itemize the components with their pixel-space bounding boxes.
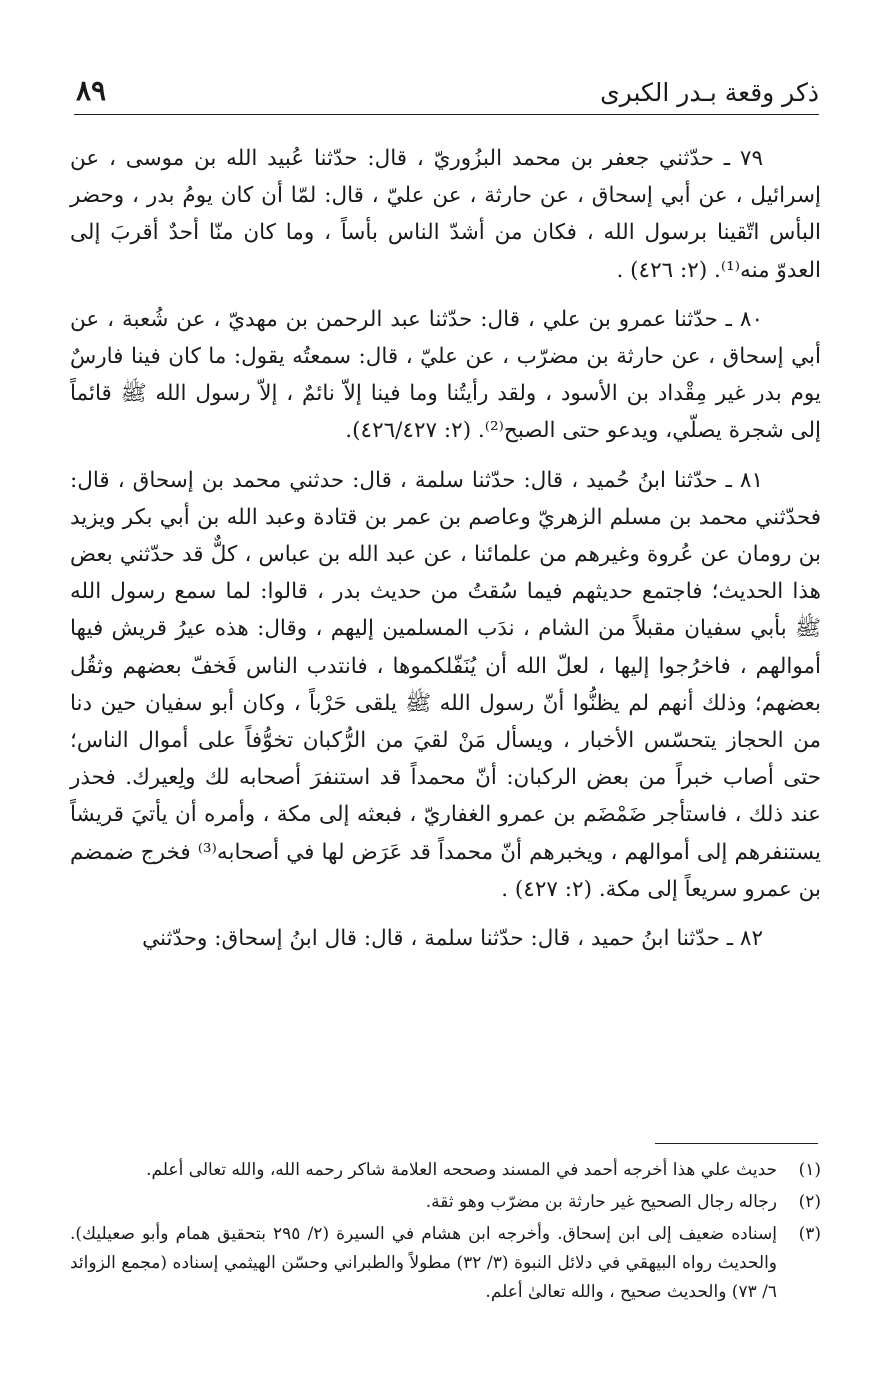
footnote-number: (١) — [798, 1160, 821, 1180]
footnote-separator — [655, 1143, 818, 1144]
footnote — [70, 1188, 821, 1217]
page-number: ٨٩ — [76, 74, 107, 107]
footnotes — [70, 1156, 821, 1310]
running-title: ذكر وقعة بـدر الكبرى — [600, 78, 819, 107]
footnote-text: رجاله رجال الصحيح غير حارثة بن مضرّب وهو ثقة. — [425, 1192, 777, 1212]
footnote-text: حديث علي هذا أخرجه أحمد في المسند وصححه العلامة شاكر رحمه الله، والله تعالى أعلم. — [146, 1160, 777, 1180]
footnote-number: (٣) — [798, 1224, 821, 1244]
page-header — [74, 70, 819, 115]
hadith-81: ٨١ ـ حدّثنا ابنُ حُميد ، قال: حدّثنا سلمة ، قال: حدثني محمد بن إسحاق ، قال: فحدّثني محمد بن مسلم الزهريّ وعاصم بن عمر بن قتادة وعبد الله بن أبي بكر ويزيد بن رومان عن عُروة وغيرهم من علمائنا ، عن عبد الله بن عباس ، كلٌّ قد حدّثني بعض هذا الحديث؛ فاجتمع حديثهم فيما سُقتُ من حديث بدر ، قالوا: لما سمع رسول الله ﷺ بأبي سفيان مقبلاً من الشام ، ندَب المسلمين إليهم ، وقال: هذه عيرُ قريش فيها أموالهم ، فاخرُجوا إليها ، لعلّ الله أن يُنَفّلكموها ، فانتدب الناس فَخفّ بعضهم وثقُل بعضهم؛ وذلك أنهم لم يظنُّوا أنّ رسول الله ﷺ يلقى حَرْباً ، وكان أبو سفيان حين دنا من الحجاز يتحسّس الأخبار ، ويسأل مَنْ لقيَ من الرُّكبان تخوُّفاً على أموال الناس؛ حتى أصاب خبراً من بعض الركبان: أنّ محمداً قد استنفرَ أصحابه لك ولِعيرك. فحذر عند ذلك ، فاستأجر ضَمْضَم بن عمرو الغفاريّ ، فبعثه إلى مكة ، وأمره أن يأتيَ قريشاً يستنفرهم إلى أموالهم ، ويخبرهم أنّ محمداً قد عَرَض لها في أصحابه⁽³⁾ فخرج ضمضم بن عمرو سريعاً إلى مكة. (٢: ٤٢٧) . — [70, 467, 822, 902]
footnote — [70, 1156, 821, 1185]
footnote-text: إسناده ضعيف إلى ابن إسحاق. وأخرجه ابن هشام في السيرة (٢/ ٢٩٥ بتحقيق همام وأبو صعيليك). والحديث رواه البيهقي في دلائل النبوة (٣/ ٣٢) مطولاً والطبراني وحسّن الهيثمي إسناده (مجمع الزوائد ٦/ ٧٣) والحديث صحيح ، والله تعالىٰ أعلم. — [70, 1224, 778, 1302]
footnote — [70, 1220, 821, 1307]
hadith-82: ٨٢ ـ حدّثنا ابنُ حميد ، قال: حدّثنا سلمة ، قال: قال ابنُ إسحاق: وحدّثني — [142, 926, 763, 952]
hadith-80: ٨٠ ـ حدّثنا عمرو بن علي ، قال: حدّثنا عبد الرحمن بن مهديّ ، عن شُعبة ، عن أبي إسحاق ، عن حارثة بن مضرّب ، عن عليّ ، قال: سمعتُه يقول: ما كان فينا فارسٌ يوم بدر غير مِقْداد بن الأسود ، ولقد رأيتُنا وما فينا إلاّ نائمٌ ، إلاّ رسول الله ﷺ قائماً إلى شجرة يصلّي، ويدعو حتى الصبح⁽²⁾. (٢: ٤٢٦/٤٢٧). — [70, 306, 821, 444]
hadith-79: ٧٩ ـ حدّثني جعفر بن محمد البزُوريّ ، قال: حدّثنا عُبيد الله بن موسى ، عن إسرائيل ، عن أبي إسحاق ، عن حارثة ، عن عليّ ، قال: لمّا أن كان يومُ بدر ، وحضر البأس اتّقينا برسول الله ، فكان من أشدّ الناس بأساً ، وما كان منّا أحدٌ أقربَ إلى العدوّ منه⁽¹⁾. (٢: ٤٢٦) . — [70, 146, 821, 283]
main-text — [70, 140, 821, 969]
footnote-number: (٢) — [798, 1192, 821, 1212]
